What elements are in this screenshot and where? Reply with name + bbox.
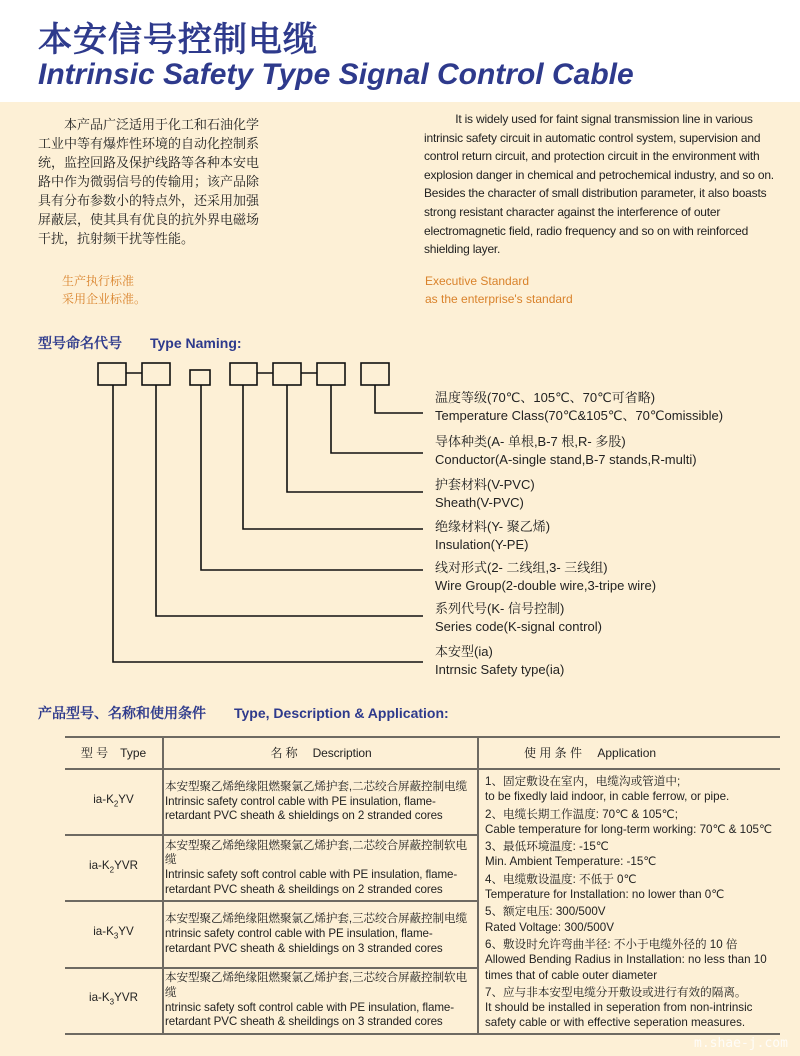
watermark: m.shae-j.com — [694, 1036, 788, 1051]
application-item — [485, 985, 780, 1031]
application-cell — [478, 769, 780, 1034]
naming-label — [435, 518, 550, 554]
type-prefix: ia-K — [89, 858, 110, 872]
type-cell — [65, 769, 163, 835]
label-en: Wire Group(2-double wire,3-tripe wire) — [435, 578, 657, 593]
naming-label — [435, 389, 723, 425]
type-cell — [65, 901, 163, 967]
application-item — [485, 904, 780, 935]
label-cn: 导体种类(A- 单根,B-7 根,R- 多股) — [435, 434, 626, 449]
label-cn: 温度等级(70℃、105℃、70℃可省略) — [435, 390, 656, 405]
heading-en: Type Naming: — [150, 335, 242, 351]
app-cn: 2、电缆长期工作温度: 70℃ & 105℃; — [485, 807, 678, 821]
app-cn: 1、固定敷设在室内，电缆沟或管道中; — [485, 775, 681, 788]
type-suffix: YV — [118, 792, 134, 806]
heading-cn: 型号命名代号 — [38, 335, 122, 351]
code-box — [273, 363, 301, 385]
naming-label — [435, 559, 656, 595]
type-suffix: YVR — [114, 991, 138, 1005]
col-application: 使 用 条 件 Application — [478, 737, 780, 769]
label-en: Series code(K-signal control) — [435, 619, 602, 634]
standard-cn-2: 采用企业标准。 — [62, 292, 147, 306]
naming-label — [435, 600, 602, 636]
intro-en: It is widely used for faint signal transmission line in various intrinsic safety circuit in automatic control system, supervision and control return circuit, and protection circuit in the environment with explosion danger in chemical and petrochemical industry, and so on. Besides the character of small distribution parameter, it also boasts strong resistant character against the interference of outer electromagnetic field, radio frequency and so on with reinforced shielding layer. — [424, 112, 774, 257]
app-cn: 6、敷设时允许弯曲半径: 不小于电缆外径的 10 倍 — [485, 937, 738, 951]
desc-en: ntrinsic safety soft control cable with PE insulation, flame-retardant PVC sheath & sheildings on 3 stranded cores — [165, 1000, 455, 1029]
label-en: Intrnsic Safety type(ia) — [435, 662, 565, 677]
intro-cn: 本产品广泛适用于化工和石油化学工业中等有爆炸性环境的自动化控制系统，监控回路及保护线路等各种本安电路中作为微弱信号的传输用；该产品除具有分布参数小的特点外，还采用加强屏蔽层，使其具有优良的抗外界电磁场干扰，抗射频干扰等性能。 — [38, 118, 260, 247]
heading-cn: 产品型号、名称和使用条件 — [38, 705, 206, 721]
label-en: Temperature Class(70℃&105℃、70℃omissible) — [435, 408, 724, 423]
code-box — [98, 363, 126, 385]
type-sub: 3 — [109, 997, 115, 1007]
label-en: Conductor(A-single stand,B-7 stands,R-multi) — [435, 452, 697, 467]
naming-label — [435, 476, 535, 512]
app-en: Allowed Bending Radius in Installation: no less than 10 times that of cable outer diameter — [485, 953, 767, 982]
heading-en: Type, Description & Application: — [234, 705, 449, 721]
application-item — [485, 807, 780, 838]
description-cell — [163, 769, 478, 835]
type-suffix: YV — [118, 924, 134, 938]
desc-en: ntrinsic safety control cable with PE insulation, flame-retardant PVC sheath & shieldings on 3 stranded cores — [165, 927, 443, 955]
type-cell — [65, 835, 163, 901]
desc-en: Intrinsic safety soft control cable with PE insulation, flame-retardant PVC sheath & sheildings on 2 stranded cores — [165, 868, 458, 897]
leader-lines — [113, 385, 423, 662]
application-item — [485, 937, 780, 983]
type-prefix: ia-K — [93, 924, 114, 938]
application-item — [485, 839, 780, 870]
description-cell — [163, 901, 478, 967]
type-sub: 2 — [109, 865, 115, 875]
label-cn: 绝缘材料(Y- 聚乙烯) — [435, 519, 551, 534]
description-cell — [163, 968, 478, 1034]
product-table — [65, 736, 780, 1035]
app-en: Cable temperature for long-term working: 70℃ & 105℃ — [485, 822, 773, 836]
label-cn: 护套材料(V-PVC) — [435, 477, 535, 492]
description-cell — [163, 835, 478, 901]
type-sub: 3 — [113, 931, 119, 941]
naming-label — [435, 433, 697, 469]
type-suffix: YVR — [114, 858, 138, 872]
application-item — [485, 872, 780, 903]
page-title-en: Intrinsic Safety Type Signal Control Cable — [38, 58, 634, 91]
app-cn: 5、额定电压: 300/500V — [485, 905, 606, 919]
app-en: Temperature for Installation: no lower than 0℃ — [485, 888, 725, 902]
col-description: 名 称 Description — [163, 737, 478, 769]
desc-cn: 本安型聚乙烯绝缘阻燃聚氯乙烯护套,三芯绞合屏蔽控制电缆 — [165, 912, 467, 926]
label-en: Sheath(V-PVC) — [435, 495, 524, 510]
code-box — [142, 363, 170, 385]
app-en: Min. Ambient Temperature: -15℃ — [485, 855, 657, 869]
desc-cn: 本安型聚乙烯绝缘阻燃聚氯乙烯护套,二芯绞合屏蔽控制软电缆 — [165, 838, 467, 867]
type-prefix: ia-K — [93, 792, 114, 806]
type-cell — [65, 968, 163, 1034]
products-heading — [38, 703, 449, 723]
app-cn: 7、应与非本安型电缆分开敷设或进行有效的隔离。 — [485, 985, 747, 999]
naming-label — [435, 643, 564, 679]
desc-cn: 本安型聚乙烯绝缘阻燃聚氯乙烯护套,三芯绞合屏蔽控制软电缆 — [165, 971, 467, 999]
label-cn: 本安型(ia) — [435, 644, 493, 659]
type-prefix: ia-K — [89, 991, 110, 1005]
col-type: 型 号 Type — [65, 737, 163, 769]
label-en: Insulation(Y-PE) — [435, 537, 529, 552]
desc-en: Intrinsic safety control cable with PE insulation, flame-retardant PVC sheath & shieldings on 2 stranded cores — [165, 794, 443, 823]
code-box — [361, 363, 389, 385]
application-item — [485, 774, 780, 805]
code-box — [317, 363, 345, 385]
label-cn: 系列代号(K- 信号控制) — [435, 601, 565, 616]
standard-cn-1: 生产执行标准 — [62, 274, 135, 288]
app-en: Rated Voltage: 300/500V — [485, 920, 614, 934]
desc-cn: 本安型聚乙烯绝缘阻燃聚氯乙烯护套,二芯绞合屏蔽控制电缆 — [165, 779, 467, 793]
label-cn: 线对形式(2- 二线组,3- 三线组) — [435, 560, 608, 575]
type-sub: 2 — [113, 798, 119, 808]
page-title-cn: 本安信号控制电缆 — [38, 20, 318, 60]
code-box — [190, 370, 210, 385]
app-cn: 3、最低环境温度: -15℃ — [485, 840, 609, 854]
standard-en-2: as the enterprise's standard — [425, 292, 573, 306]
app-en: to be fixedly laid indoor, in cable ferrow, or pipe. — [485, 790, 730, 804]
table-row — [65, 769, 780, 835]
standard-en-1: Executive Standard — [425, 274, 530, 288]
code-box — [230, 363, 257, 385]
app-en: It should be installed in seperation from non-intrinsic safety cable or with effective seperation measures. — [485, 1001, 753, 1030]
app-cn: 4、电缆敷设温度: 不低于 0℃ — [485, 872, 637, 886]
